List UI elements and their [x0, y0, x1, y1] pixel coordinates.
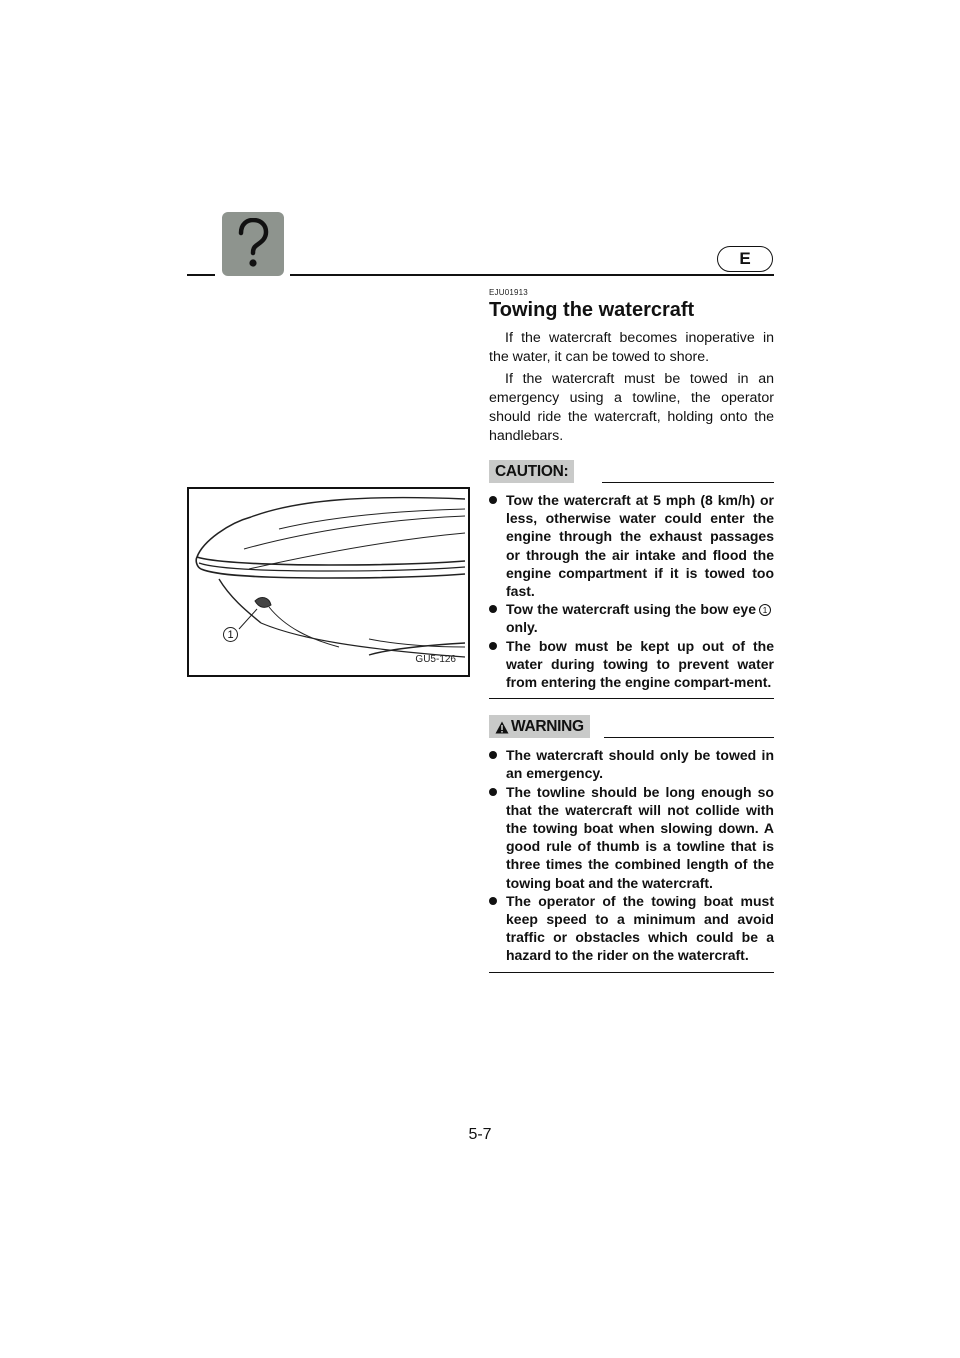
warning-end-rule: [489, 972, 774, 973]
warning-label-box: [489, 715, 590, 738]
warning-header: [489, 715, 774, 738]
question-mark-icon: [222, 212, 284, 276]
warning-triangle-icon: [495, 721, 509, 734]
bullet-icon: [489, 897, 497, 905]
caution-item: Tow the watercraft using the bow eye 1only.: [489, 600, 774, 636]
figure-callout-1: 1: [223, 627, 238, 642]
header-rule-left: [187, 274, 215, 276]
bullet-icon: [489, 605, 497, 613]
bullet-icon: [489, 642, 497, 650]
warning-item: The watercraft should only be towed in an emergency.: [489, 746, 774, 782]
caution-item: The bow must be kept up out of the water during towing to prevent water from entering the engine compart-ment.: [489, 637, 774, 692]
caution-label: CAUTION:: [489, 460, 574, 483]
bullet-icon: [489, 788, 497, 796]
warning-label: WARNING: [511, 718, 584, 736]
warning-item: The towline should be long enough so that the watercraft will not collide with the towing boat when slowing down. A good rule of thumb is a towline that is three times the combined length of the towing boat and the watercraft.: [489, 783, 774, 892]
caution-header: [489, 460, 774, 483]
bullet-icon: [489, 496, 497, 504]
caution-list: [489, 491, 774, 691]
warning-item: The operator of the towing boat must keep speed to a minimum and avoid traffic or obstacles which could be a hazard to the rider on the watercraft.: [489, 892, 774, 965]
caution-item: Tow the watercraft at 5 mph (8 km/h) or less, otherwise water could enter the engine through the exhaust passages or through the air intake and flood the engine compartment if it is towed too fast.: [489, 491, 774, 600]
ref-callout-1: 1: [759, 604, 771, 616]
figure-code: GU5-126: [415, 654, 456, 665]
warning-list: [489, 746, 774, 964]
caution-end-rule: [489, 698, 774, 699]
main-content: [489, 288, 774, 973]
bow-eye-illustration: [187, 487, 470, 677]
caution-header-rule: [602, 482, 774, 483]
warning-header-rule: [604, 737, 774, 738]
page-number: 5-7: [468, 1126, 492, 1143]
language-badge: E: [717, 246, 773, 272]
bullet-icon: [489, 751, 497, 759]
header-rule-right: [290, 274, 774, 276]
section-title: Towing the watercraft: [489, 299, 695, 321]
intro-paragraph-1: If the watercraft becomes inoperative in the water, it can be towed to shore.: [489, 330, 774, 365]
watercraft-bow-drawing: [189, 489, 468, 675]
section-ref-code: EJU01913: [489, 288, 528, 297]
question-mark-glyph: [233, 218, 273, 270]
intro-paragraph-2: If the watercraft must be towed in an emergency using a towline, the operator should ride the watercraft, holding onto the handlebars.: [489, 371, 774, 444]
